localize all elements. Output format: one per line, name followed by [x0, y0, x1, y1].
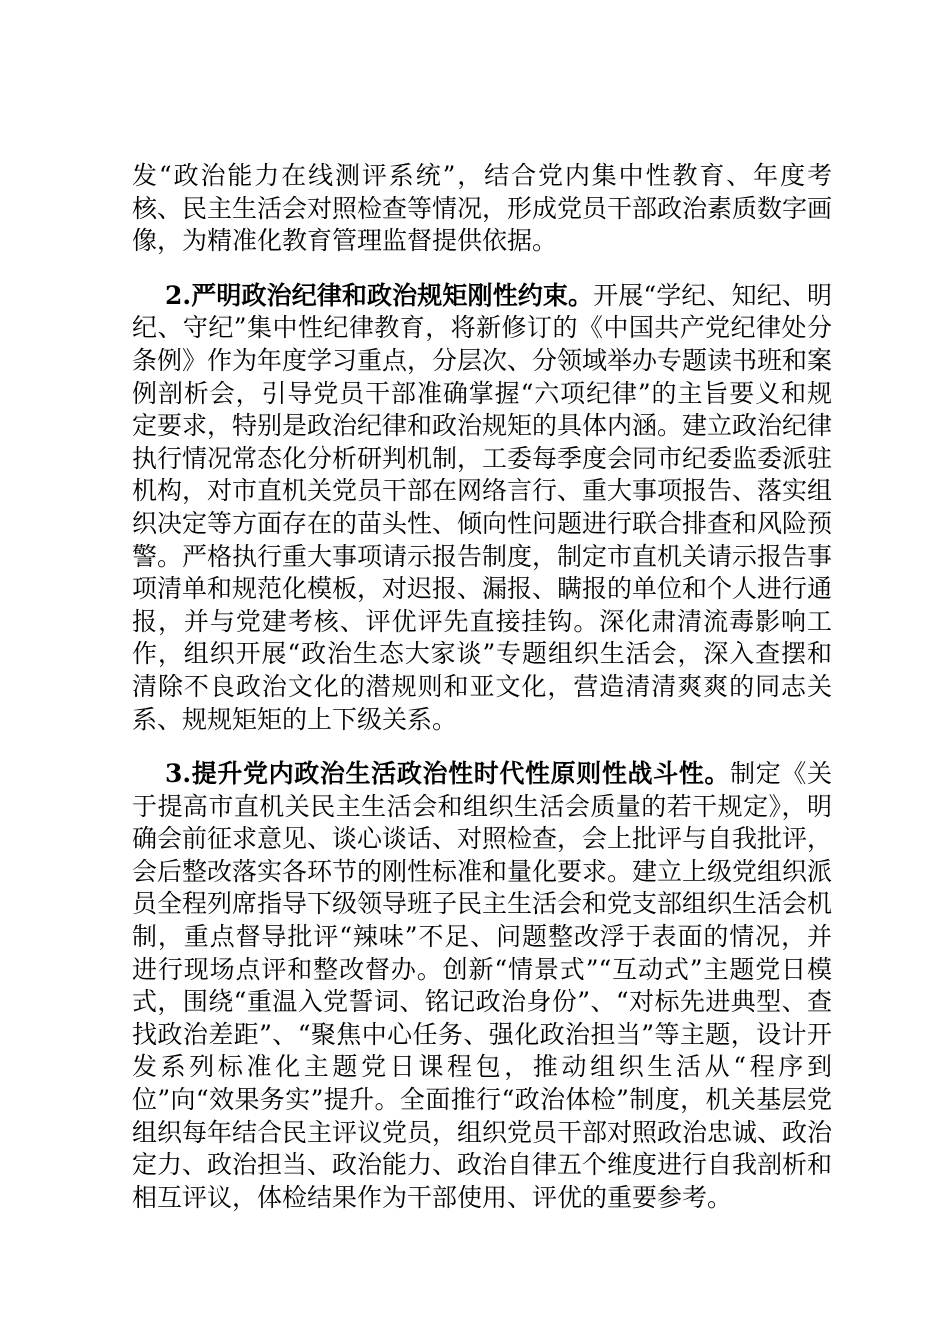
- paragraph-political-discipline: [132, 280, 832, 736]
- paragraph-spacer: [132, 258, 832, 280]
- paragraph-heading: 2.严明政治纪律和政治规矩刚性约束。: [165, 280, 594, 310]
- paragraph-heading: 3.提升党内政治生活政治性时代性原则性战斗性。: [165, 759, 731, 789]
- paragraph-spacer: [132, 736, 832, 758]
- paragraph-text: 制定《关于提高市直机关民主生活会和组织生活会质量的若干规定》，明确会前征求意见、谈心谈话、对照检查，会上批评与自我批评，会后整改落实各环节的刚性标准和量化要求。建立上级党组织派员全程列席指导下级领导班子民主生活会和党支部组织生活会机制，重点督导批评“辣味”不足、问题整改浮于表面的情况，并进行现场点评和整改督办。创新“情景式”“互动式”主题党日模式，围绕“重温入党誓词、铭记政治身份”、“对标先进典型、查找政治差距”、“聚焦中心任务、强化政治担当”等主题，设计开发系列标准化主题党日课程包，推动组织生活从“程序到位”向“效果务实”提升。全面推行“政治体检”制度，机关基层党组织每年结合民主评议党员，组织党员干部对照政治忠诚、政治定力、政治担当、政治能力、政治自律五个维度进行自我剖析和相互评议，体检结果作为干部使用、评优的重要参考。: [132, 759, 833, 1212]
- paragraph-continuation: [132, 160, 832, 258]
- paragraph-party-life: [132, 758, 832, 1214]
- paragraph-text: 发“政治能力在线测评系统”，结合党内集中性教育、年度考核、民主生活会对照检查等情况，形成党员干部政治素质数字画像，为精准化教育管理监督提供依据。: [132, 161, 833, 256]
- paragraph-text: 开展“学纪、知纪、明纪、守纪”集中性纪律教育，将新修订的《中国共产党纪律处分条例》作为年度学习重点，分层次、分领域举办专题读书班和案例剖析会，引导党员干部准确掌握“六项纪律”的主旨要义和规定要求，特别是政治纪律和政治规矩的具体内涵。建立政治纪律执行情况常态化分析研判机制，工委每季度会同市纪委监委派驻机构，对市直机关党员干部在网络言行、重大事项报告、落实组织决定等方面存在的苗头性、倾向性问题进行联合排查和风险预警。严格执行重大事项请示报告制度，制定市直机关请示报告事项清单和规范化模板，对迟报、漏报、瞒报的单位和个人进行通报，并与党建考核、评优评先直接挂钩。深化肃清流毒影响工作，组织开展“政治生态大家谈”专题组织生活会，深入查摆和清除不良政治文化的潜规则和亚文化，营造清清爽爽的同志关系、规规矩矩的上下级关系。: [132, 280, 833, 734]
- document-page: [132, 160, 832, 1214]
